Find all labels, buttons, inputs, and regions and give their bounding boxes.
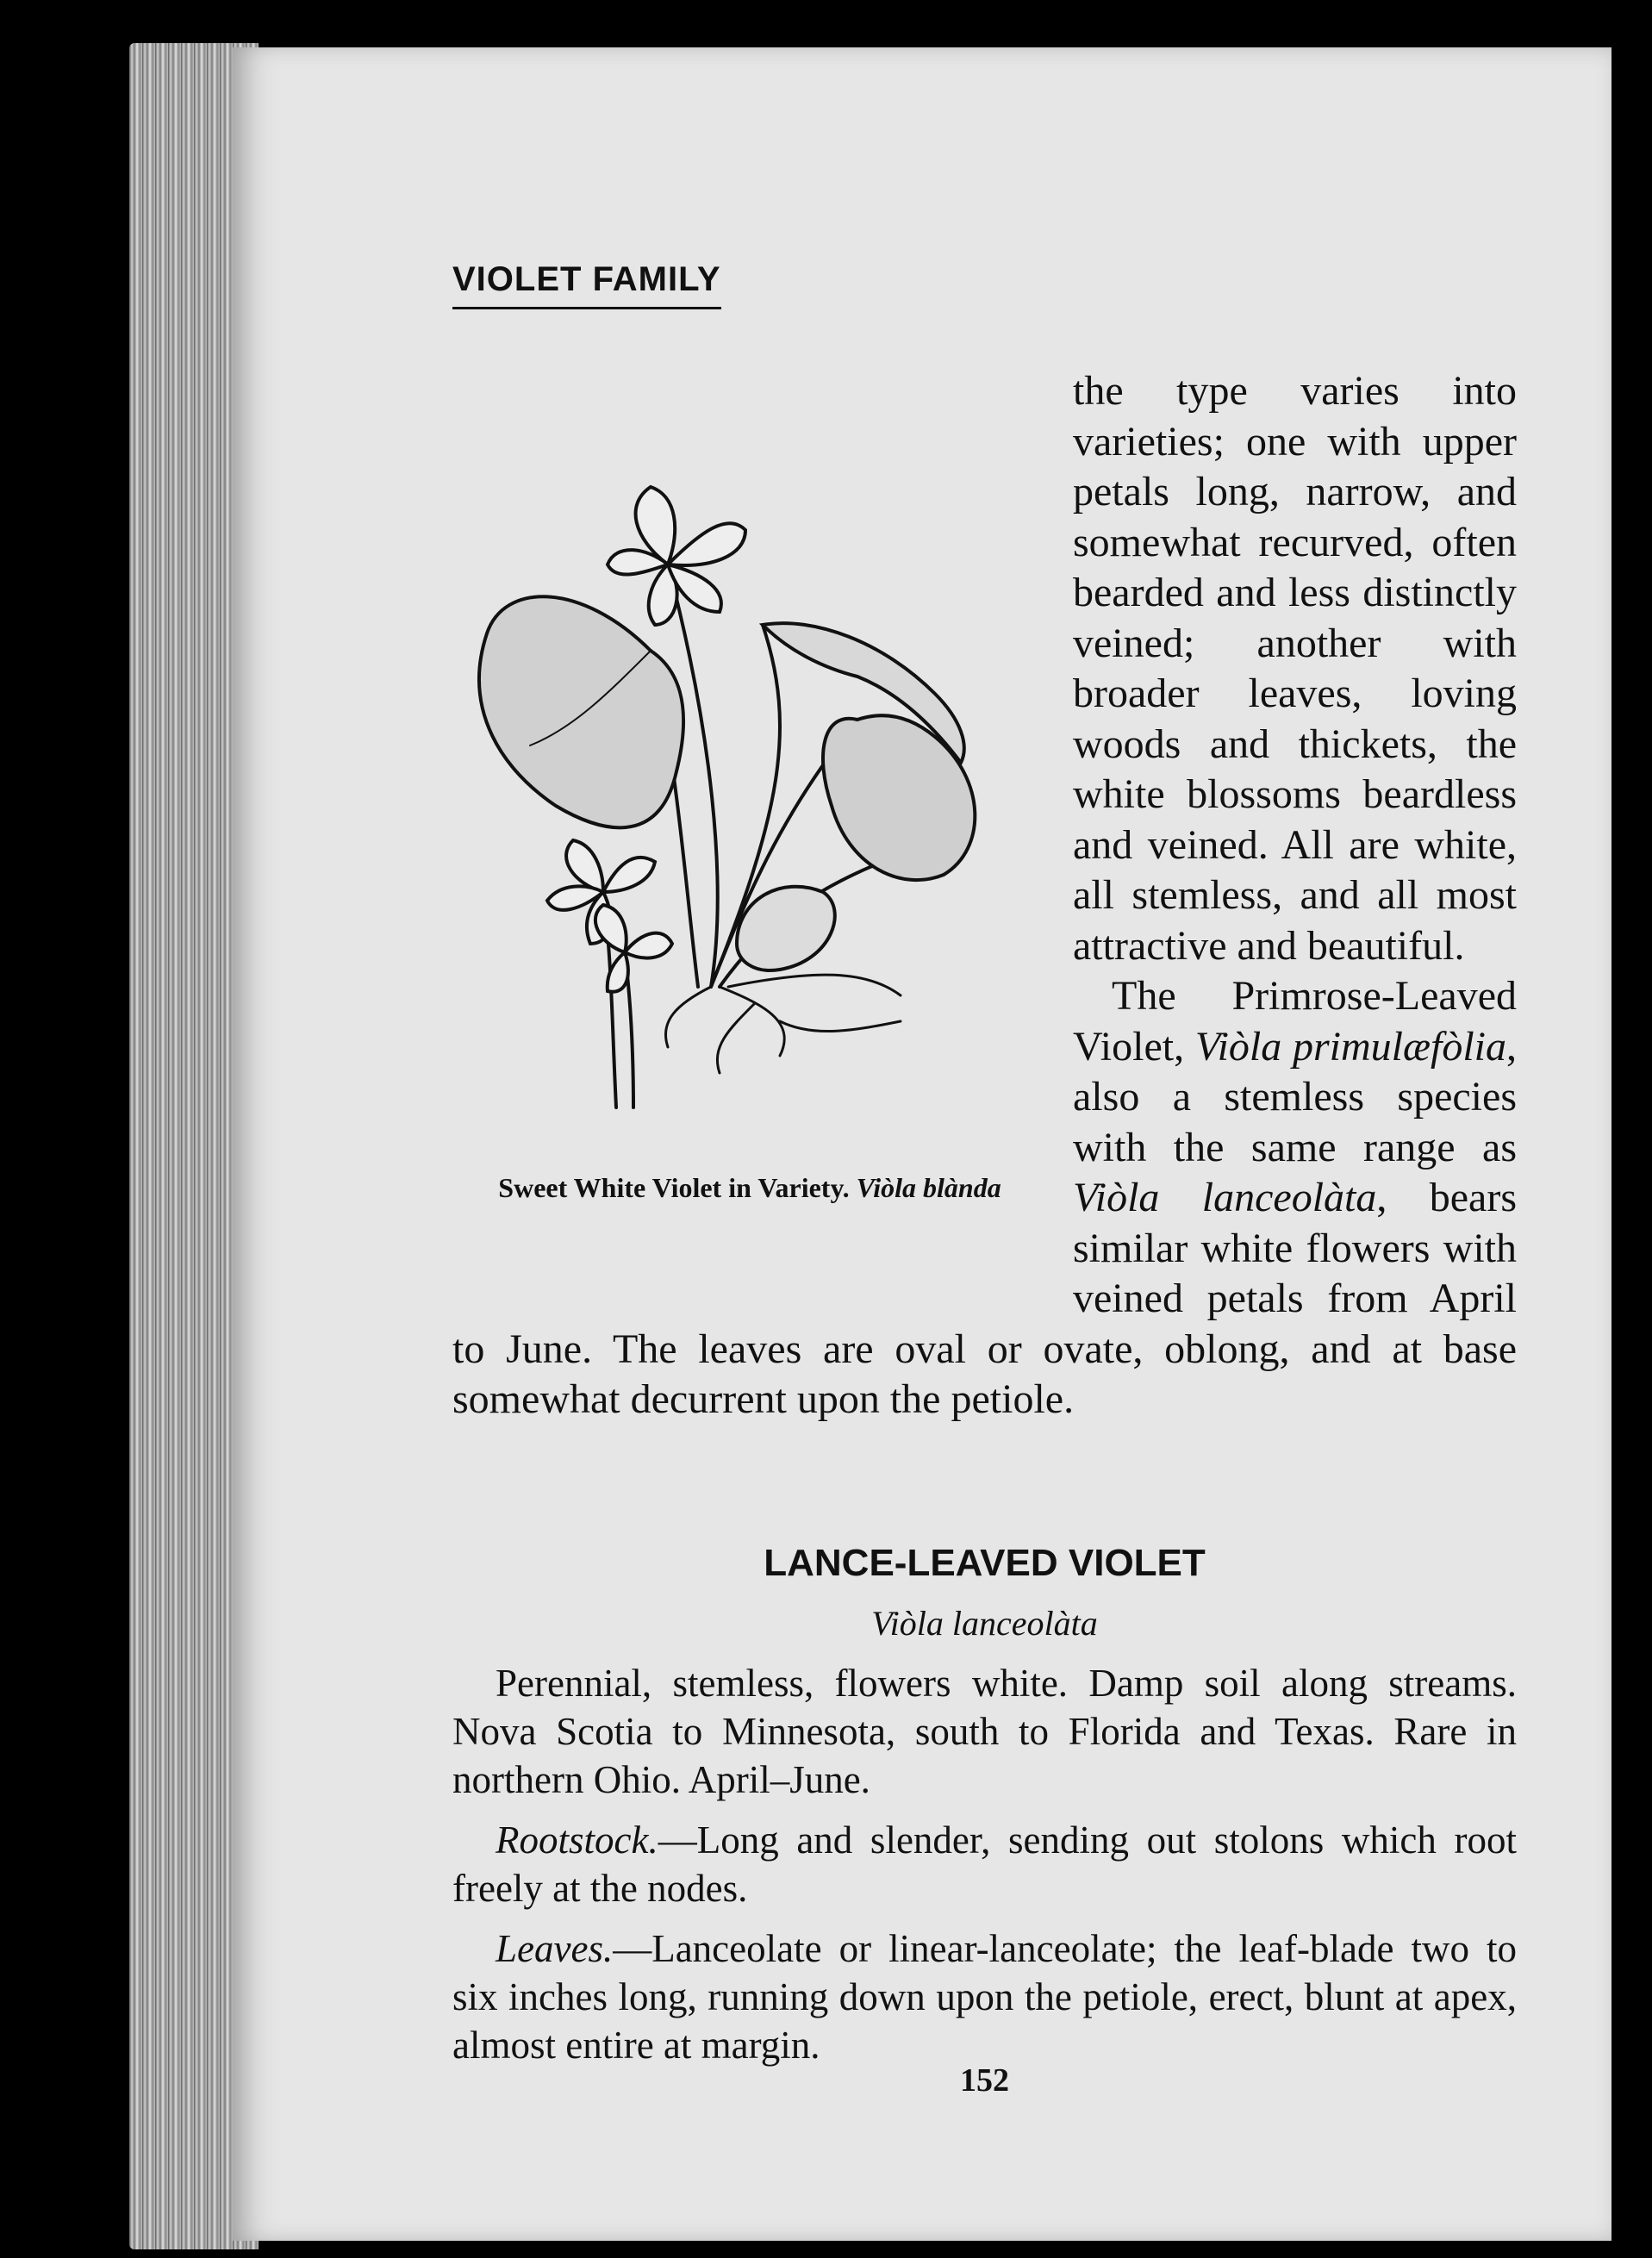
intro-paragraph: the type varies into varieties; one with upper petals long, narrow, and somewhat recurved, often bearded and less distinctly veined; another with broader leaves, loving woods and thickets, the white blossoms beardless and veined. All are white, all stemless, and all most attractive and beautiful. <box>1073 368 1517 969</box>
violet-illustration <box>452 366 1047 1310</box>
body-text <box>452 366 1517 1425</box>
section-latin-name: Viòla lanceolàta <box>871 1604 1098 1643</box>
primrose-mid: , also a stemless species with the same range as <box>1073 1023 1517 1170</box>
leaves-paragraph <box>452 1924 1517 2069</box>
caption-latin: Viòla blànda <box>856 1172 1001 1203</box>
book-page <box>233 47 1611 2241</box>
lanceolata-latin: Viòla lanceolàta <box>1073 1175 1377 1220</box>
leaves-label: Leaves. <box>496 1927 614 1970</box>
page-number: 152 <box>960 2062 1009 2099</box>
figure-caption <box>452 1172 1047 1203</box>
running-head: VIOLET FAMILY <box>452 254 721 309</box>
caption-text: Sweet White Violet in Variety. <box>498 1172 850 1203</box>
violet-drawing <box>452 366 1047 1168</box>
rootstock-label: Rootstock. <box>496 1818 658 1862</box>
primrose-rest: , bears similar white flowers with veined petals from April to June. The leaves are oval or ovate, oblong, and at base somewhat decurrent upon the petiole. <box>452 1175 1517 1422</box>
leaves-text: —Lanceolate or linear-lanceolate; the leaf-blade two to six inches long, running down upon the petiole, erect, blunt at apex, almost entire at margin. <box>452 1927 1517 2067</box>
section-body <box>452 1659 1517 2081</box>
section-title: LANCE-LEAVED VIOLET <box>764 1542 1206 1584</box>
primrose-lead: The Primrose-Leaved Violet, <box>1073 973 1517 1070</box>
primrose-latin: Viòla primulæfòlia <box>1194 1023 1506 1070</box>
rootstock-text: —Long and slender, sending out stolons which root freely at the nodes. <box>452 1818 1517 1910</box>
description-paragraph: Perennial, stemless, flowers white. Damp soil along streams. Nova Scotia to Minnesota, south to Florida and Texas. Rare in northern Ohio. April–June. <box>452 1662 1517 1801</box>
rootstock-paragraph <box>452 1816 1517 1912</box>
